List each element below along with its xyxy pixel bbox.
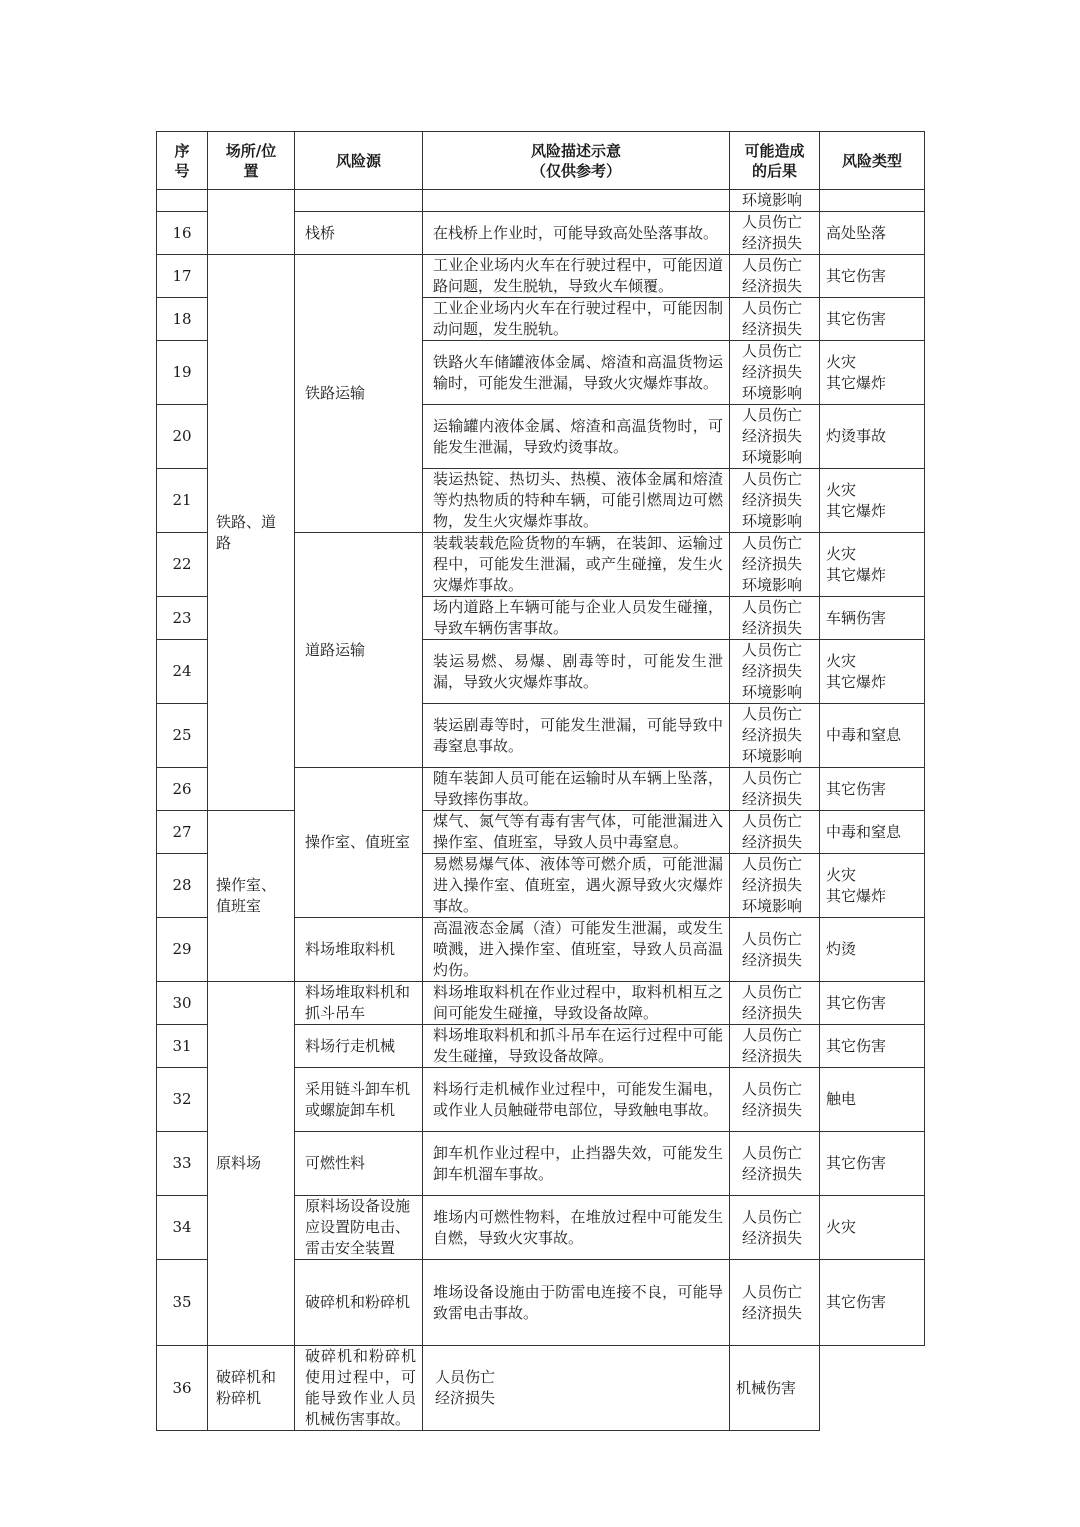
risk-type: 其它伤害: [820, 1025, 925, 1068]
risk-source-cell: 料场堆取料机: [295, 918, 423, 982]
row-number: 16: [157, 212, 208, 255]
risk-description: 煤气、氮气等有毒有害气体，可能泄漏进入操作室、值班室，导致人员中毒窒息。: [423, 811, 730, 854]
risk-type: 其它伤害: [820, 768, 925, 811]
risk-description: 堆场内可燃性物料，在堆放过程中可能发生自燃，导致火灾事故。: [423, 1196, 730, 1260]
consequence: 人员伤亡 经济损失 环境影响: [730, 640, 820, 704]
risk-type: 其它伤害: [820, 982, 925, 1025]
risk-type: 火灾 其它爆炸: [820, 640, 925, 704]
risk-type: 火灾 其它爆炸: [820, 469, 925, 533]
header-description-title: 风险描述示意: [530, 141, 621, 160]
risk-type: 其它伤害: [820, 255, 925, 298]
risk-source-cell: 铁路运输: [295, 255, 423, 533]
consequence: 人员伤亡 经济损失: [730, 1260, 820, 1346]
consequence: 人员伤亡 经济损失: [730, 768, 820, 811]
row-number: 26: [157, 768, 208, 811]
row-number: 19: [157, 341, 208, 405]
risk-description: 运输罐内液体金属、熔渣和高温货物时，可能发生泄漏，导致灼烫事故。: [423, 405, 730, 469]
table-row: [157, 255, 925, 298]
risk-description: 场内道路上车辆可能与企业人员发生碰撞，导致车辆伤害事故。: [423, 597, 730, 640]
risk-source-cell: 可燃性料: [295, 1132, 423, 1196]
consequence: 人员伤亡 经济损失: [730, 212, 820, 255]
risk-source-cell: 料场行走机械: [295, 1025, 423, 1068]
table-header: [157, 132, 925, 190]
row-number: 21: [157, 469, 208, 533]
consequence: 人员伤亡 经济损失: [730, 1068, 820, 1132]
risk-source-cell: 料场堆取料机和抓斗吊车: [295, 982, 423, 1025]
row-number: 27: [157, 811, 208, 854]
risk-table: [156, 131, 925, 1431]
consequence: 人员伤亡 经济损失 环境影响: [730, 405, 820, 469]
consequence: 人员伤亡 经济损失: [730, 298, 820, 341]
risk-description: 易燃易爆气体、液体等可燃介质，可能泄漏进入操作室、值班室，遇火源导致火灾爆炸事故。: [423, 854, 730, 918]
table-row: [157, 1346, 925, 1431]
risk-type: 中毒和窒息: [820, 811, 925, 854]
row-number: 18: [157, 298, 208, 341]
row-number: 22: [157, 533, 208, 597]
risk-type: 高处坠落: [820, 212, 925, 255]
row-number: 20: [157, 405, 208, 469]
carryover-row: [157, 190, 925, 212]
row-number: 33: [157, 1132, 208, 1196]
consequence: 人员伤亡 经济损失: [730, 255, 820, 298]
consequence: 人员伤亡 经济损失: [730, 1025, 820, 1068]
row-number: 30: [157, 982, 208, 1025]
location-cell: 原料场: [208, 982, 295, 1346]
risk-type: 火灾 其它爆炸: [820, 854, 925, 918]
risk-description: 装载装载危险货物的车辆，在装卸、运输过程中，可能发生泄漏，或产生碰撞，发生火灾爆炸事故。: [423, 533, 730, 597]
risk-type: 中毒和窒息: [820, 704, 925, 768]
risk-source-cell: 采用链斗卸车机或螺旋卸车机: [295, 1068, 423, 1132]
risk-type: 车辆伤害: [820, 597, 925, 640]
risk-type: 其它伤害: [820, 298, 925, 341]
header-description-subtitle: （仅供参考）: [530, 161, 621, 180]
risk-source-cell: 栈桥: [295, 212, 423, 255]
risk-source-cell: 道路运输: [295, 533, 423, 768]
risk-description: 料场堆取料机和抓斗吊车在运行过程中可能发生碰撞，导致设备故障。: [423, 1025, 730, 1068]
risk-type: 其它伤害: [820, 1132, 925, 1196]
header-description: [423, 132, 730, 190]
row-number: 35: [157, 1260, 208, 1346]
consequence: 人员伤亡 经济损失: [730, 982, 820, 1025]
row-number: 17: [157, 255, 208, 298]
header-location: 场所/位置: [208, 132, 295, 190]
risk-description: 料场堆取料机在作业过程中，取料机相互之间可能发生碰撞，导致设备故障。: [423, 982, 730, 1025]
risk-source-cell: 原料场设备设施应设置防电击、雷击安全装置: [295, 1196, 423, 1260]
risk-description: 破碎机和粉碎机使用过程中，可能导致作业人员机械伤害事故。: [295, 1346, 423, 1431]
risk-type: 其它伤害: [820, 1260, 925, 1346]
risk-description: 装运热锭、热切头、热模、液体金属和熔渣等灼热物质的特种车辆，可能引燃周边可燃物，发生火灾爆炸事故。: [423, 469, 730, 533]
risk-description: 卸车机作业过程中，止挡器失效，可能发生卸车机溜车事故。: [423, 1132, 730, 1196]
consequence: 人员伤亡 经济损失 环境影响: [730, 704, 820, 768]
header-source: 风险源: [295, 132, 423, 190]
risk-type: 触电: [820, 1068, 925, 1132]
row-number: 32: [157, 1068, 208, 1132]
carryover-consequence: 环境影响: [730, 190, 820, 212]
row-number: 24: [157, 640, 208, 704]
location-cell: 破碎机和粉碎机: [208, 1346, 295, 1431]
risk-description: 料场行走机械作业过程中，可能发生漏电，或作业人员触碰带电部位，导致触电事故。: [423, 1068, 730, 1132]
consequence: 人员伤亡 经济损失: [730, 1132, 820, 1196]
row-number: 36: [157, 1346, 208, 1431]
location-cell: [208, 212, 295, 255]
risk-description: 堆场设备设施由于防雷电连接不良，可能导致雷电击事故。: [423, 1260, 730, 1346]
location-cell: 操作室、值班室: [208, 811, 295, 982]
risk-description: 铁路火车储罐液体金属、熔渣和高温货物运输时，可能发生泄漏，导致火灾爆炸事故。: [423, 341, 730, 405]
consequence: 人员伤亡 经济损失: [423, 1346, 730, 1431]
risk-description: 高温液态金属（渣）可能发生泄漏，或发生喷溅，进入操作室、值班室，导致人员高温灼伤。: [423, 918, 730, 982]
consequence: 人员伤亡 经济损失 环境影响: [730, 533, 820, 597]
carryover-location: [208, 190, 295, 212]
consequence: 人员伤亡 经济损失: [730, 597, 820, 640]
risk-type: 火灾 其它爆炸: [820, 341, 925, 405]
consequence: 人员伤亡 经济损失 环境影响: [730, 854, 820, 918]
risk-description: 装运易燃、易爆、剧毒等时，可能发生泄漏，导致火灾爆炸事故。: [423, 640, 730, 704]
table-row: [157, 811, 925, 854]
risk-description: 工业企业场内火车在行驶过程中，可能因制动问题，发生脱轨。: [423, 298, 730, 341]
risk-description: 随车装卸人员可能在运输时从车辆上坠落，导致摔伤事故。: [423, 768, 730, 811]
row-number: 34: [157, 1196, 208, 1260]
risk-source-cell: 破碎机和粉碎机: [295, 1260, 423, 1346]
table-row: [157, 212, 925, 255]
consequence: 人员伤亡 经济损失: [730, 918, 820, 982]
row-number: 25: [157, 704, 208, 768]
row-number: 29: [157, 918, 208, 982]
row-number: 28: [157, 854, 208, 918]
location-cell: 铁路、道路: [208, 255, 295, 811]
risk-type: 火灾: [820, 1196, 925, 1260]
consequence: 人员伤亡 经济损失: [730, 811, 820, 854]
consequence: 人员伤亡 经济损失 环境影响: [730, 341, 820, 405]
risk-type: 机械伤害: [730, 1346, 820, 1431]
risk-type: 火灾 其它爆炸: [820, 533, 925, 597]
consequence: 人员伤亡 经济损失: [730, 1196, 820, 1260]
header-consequence: 可能造成的后果: [730, 132, 820, 190]
risk-description: 工业企业场内火车在行驶过程中，可能因道路问题，发生脱轨，导致火车倾覆。: [423, 255, 730, 298]
risk-type: 灼烫: [820, 918, 925, 982]
table-body: [157, 190, 925, 1431]
header-num: 序号: [157, 132, 208, 190]
risk-description: 装运剧毒等时，可能发生泄漏，可能导致中毒窒息事故。: [423, 704, 730, 768]
row-number: 23: [157, 597, 208, 640]
consequence: 人员伤亡 经济损失 环境影响: [730, 469, 820, 533]
header-type: 风险类型: [820, 132, 925, 190]
table-row: [157, 982, 925, 1025]
risk-description: 在栈桥上作业时，可能导致高处坠落事故。: [423, 212, 730, 255]
row-number: 31: [157, 1025, 208, 1068]
risk-type: 灼烫事故: [820, 405, 925, 469]
risk-source-cell: 操作室、值班室: [295, 768, 423, 918]
